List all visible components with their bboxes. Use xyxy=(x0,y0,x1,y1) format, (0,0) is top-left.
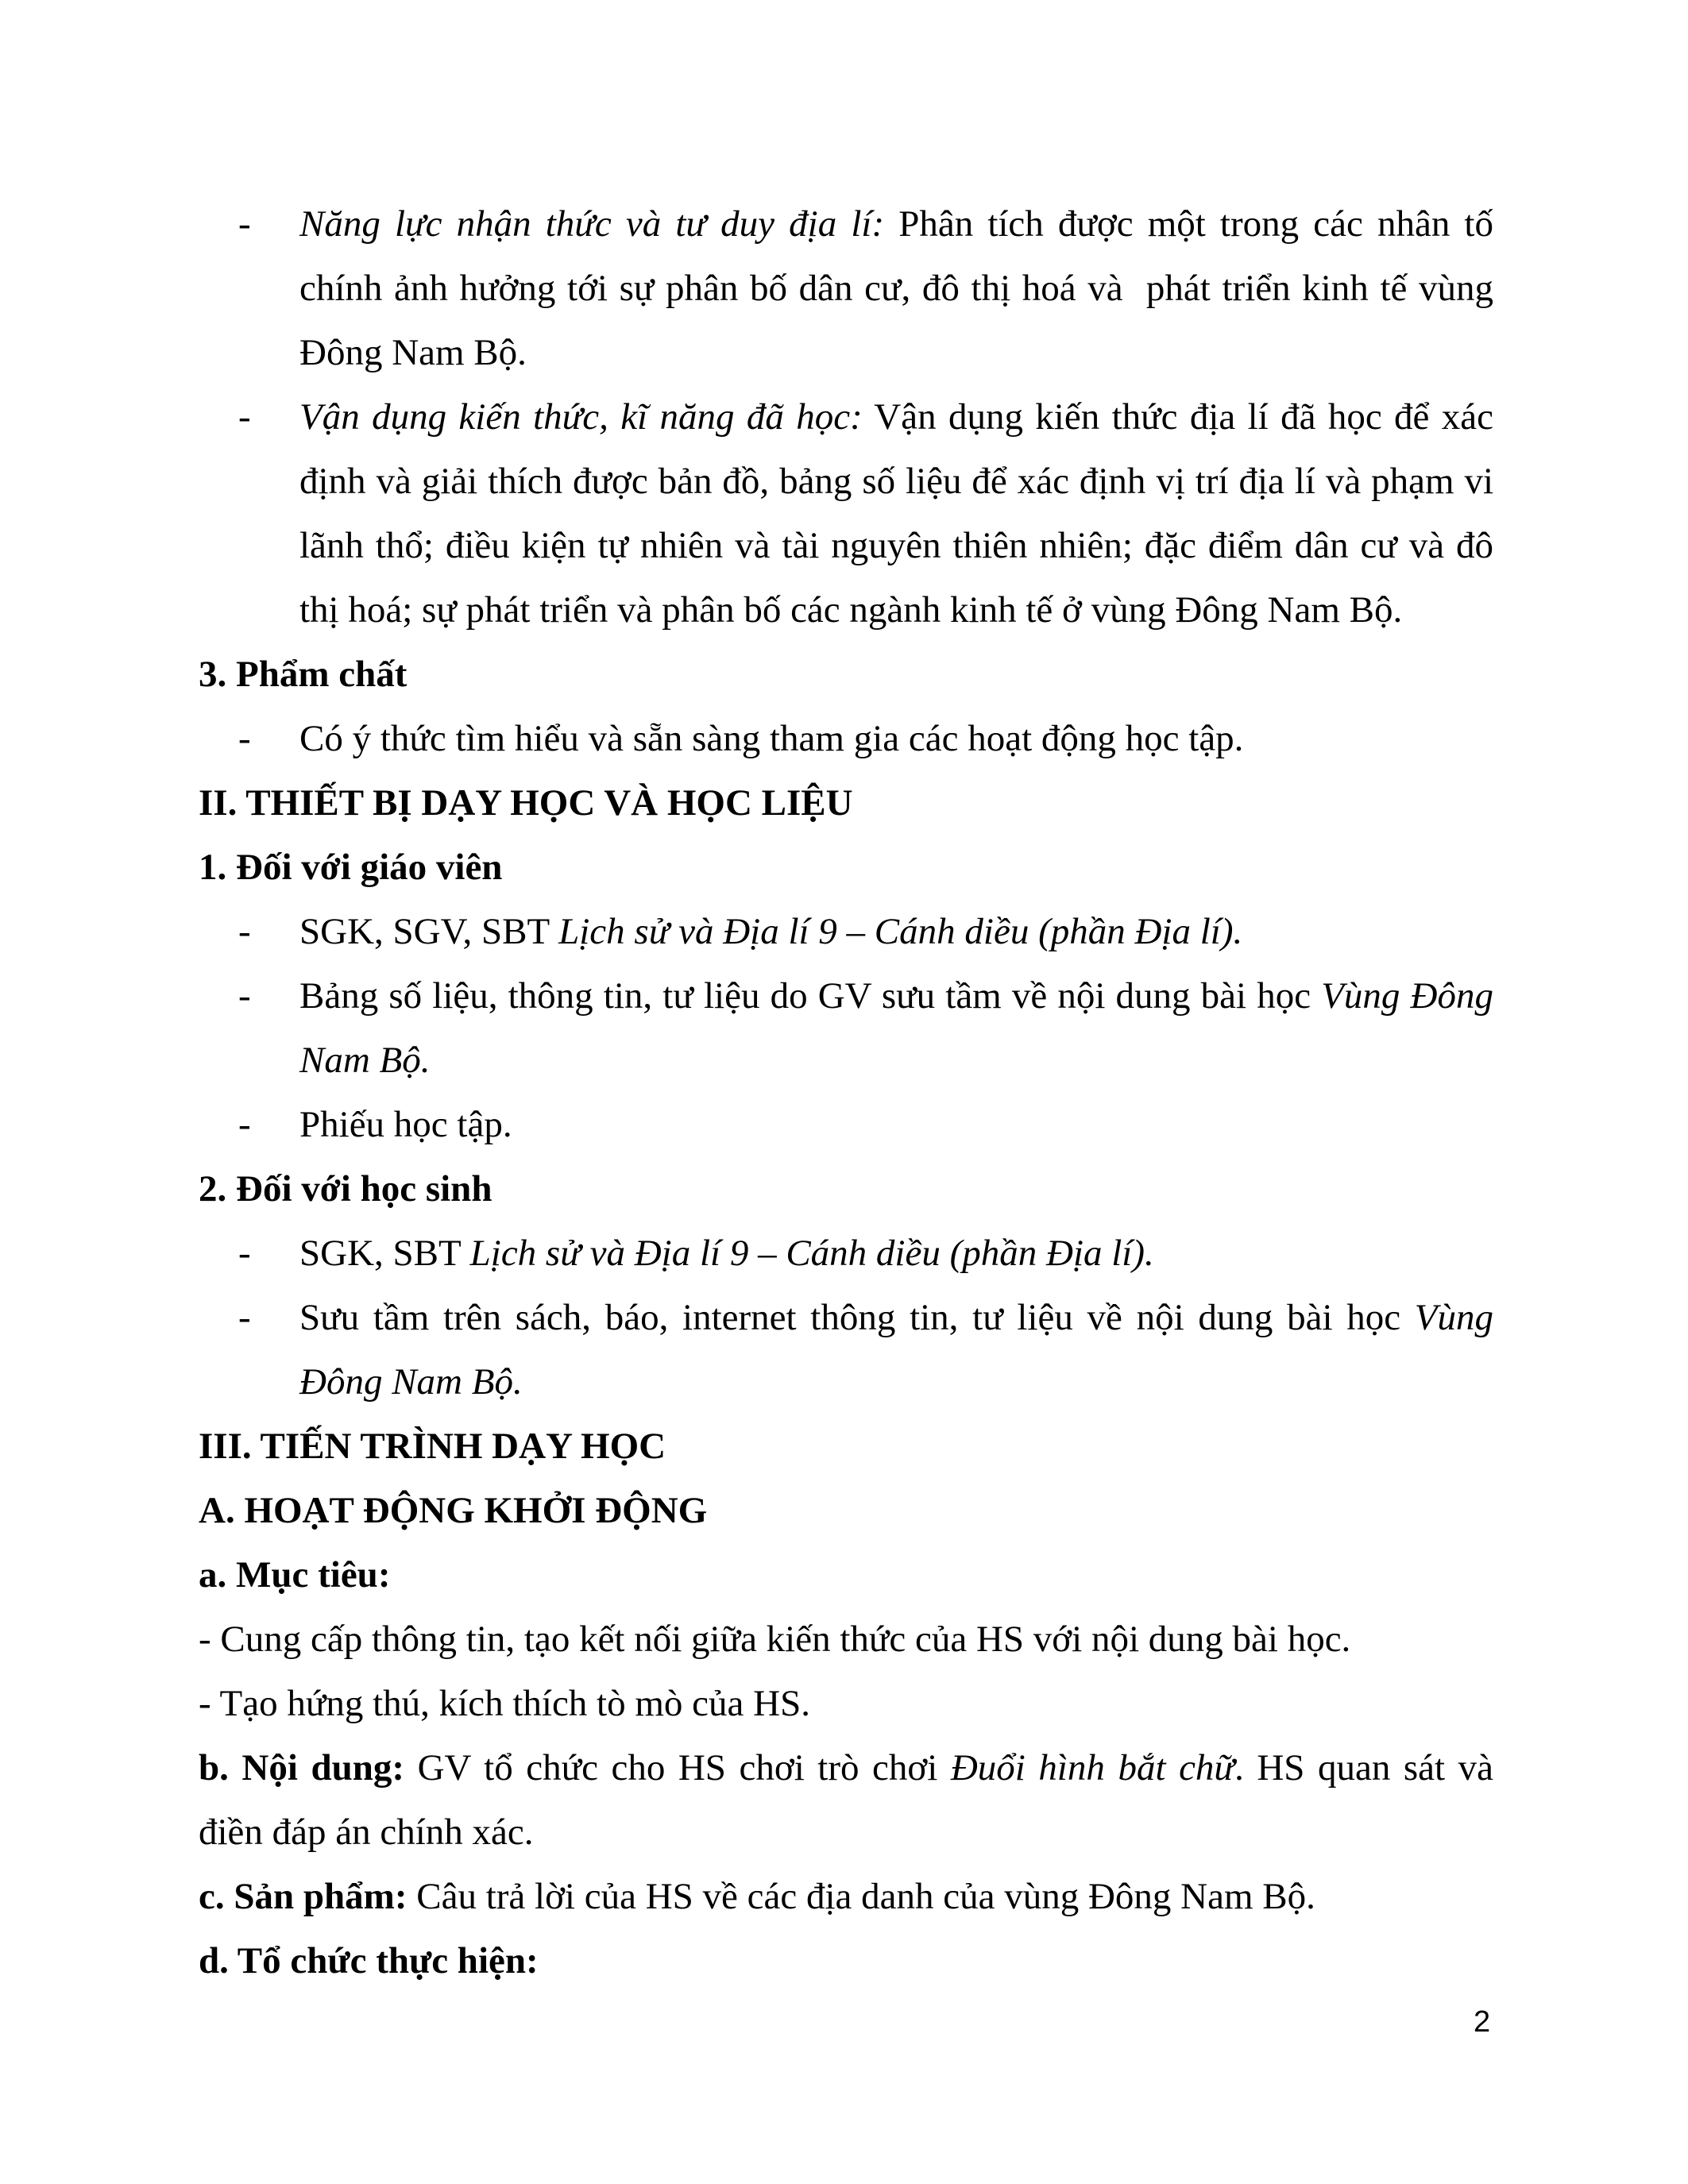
text-run: - Cung cấp thông tin, tạo kết nối giữa kiến thức của HS với nội dung bài học. xyxy=(199,1619,1351,1660)
bullet-item xyxy=(199,964,1493,1093)
text-line xyxy=(199,1607,1493,1672)
text-line xyxy=(299,514,1493,578)
text-run: Bảng số liệu, thông tin, tư liệu do GV sưu tầm về nội dung bài học xyxy=(299,975,1322,1017)
text-line xyxy=(199,1157,1493,1221)
paragraph xyxy=(199,1865,1493,1929)
text-run: Phân tích được một trong các nhân tố xyxy=(884,203,1493,245)
document-body xyxy=(199,192,1493,1993)
text-run: d. Tổ chức thực hiện: xyxy=(199,1940,539,1981)
heading xyxy=(199,1157,1493,1221)
heading xyxy=(199,1543,1493,1607)
text-run: chính ảnh hưởng tới sự phân bố dân cư, đô thị hoá và phát triển kinh tế vùng xyxy=(299,268,1493,309)
bullet-dash: - xyxy=(238,975,251,1017)
text-line xyxy=(299,321,1493,385)
text-line xyxy=(199,1736,1493,1800)
text-line xyxy=(238,707,1493,771)
text-run: - Tạo hứng thú, kích thích tò mò của HS. xyxy=(199,1683,810,1724)
text-line xyxy=(199,1800,1493,1865)
text-line xyxy=(299,1028,1493,1093)
heading xyxy=(199,1479,1493,1543)
text-line xyxy=(299,450,1493,514)
page-number: 2 xyxy=(1474,2005,1491,2039)
bullet-dash: - xyxy=(238,1233,251,1274)
bullet-item xyxy=(199,1093,1493,1157)
text-run: a. Mục tiêu: xyxy=(199,1554,391,1596)
text-line xyxy=(199,1414,1493,1479)
bullet-dash: - xyxy=(238,1297,251,1338)
text-run: SGK, SGV, SBT xyxy=(299,911,559,952)
heading xyxy=(199,771,1493,835)
text-line xyxy=(199,1479,1493,1543)
text-run: Vùng Đông xyxy=(1321,975,1493,1017)
text-line xyxy=(299,1350,1493,1414)
bullet-dash: - xyxy=(238,718,251,759)
text-run: Đông Nam Bộ. xyxy=(299,332,527,373)
bullet-item xyxy=(199,385,1493,642)
bullet-item xyxy=(199,900,1493,964)
text-line xyxy=(238,385,1493,450)
text-run: III. TIẾN TRÌNH DẠY HỌC xyxy=(199,1426,666,1467)
text-run: Nam Bộ. xyxy=(299,1040,431,1081)
text-run: điền đáp án chính xác. xyxy=(199,1812,534,1853)
text-run: Câu trả lời của HS về các địa danh của vùng Đông Nam Bộ. xyxy=(407,1876,1315,1917)
text-run: 3. Phẩm chất xyxy=(199,654,408,695)
bullet-dash: - xyxy=(238,396,251,438)
bullet-item xyxy=(199,707,1493,771)
text-line xyxy=(299,578,1493,642)
text-run: SGK, SBT xyxy=(299,1233,470,1274)
paragraph xyxy=(199,1736,1493,1865)
bullet-item xyxy=(199,1286,1493,1414)
text-run: Lịch sử và Địa lí 9 – Cánh diều (phần Địa lí). xyxy=(558,911,1243,952)
text-line xyxy=(238,964,1493,1028)
text-run: . HS quan sát và xyxy=(1234,1747,1493,1788)
text-line xyxy=(238,1286,1493,1350)
text-line xyxy=(238,192,1493,257)
heading xyxy=(199,1929,1493,1993)
text-line xyxy=(238,1093,1493,1157)
text-run: II. THIẾT BỊ DẠY HỌC VÀ HỌC LIỆU xyxy=(199,782,853,824)
paragraph xyxy=(199,1607,1493,1672)
text-run: b. Nội dung: xyxy=(199,1747,405,1788)
text-run: 1. Đối với giáo viên xyxy=(199,847,503,888)
bullet-dash: - xyxy=(238,203,251,245)
text-run: GV tổ chức cho HS chơi trò chơi xyxy=(404,1747,951,1788)
heading xyxy=(199,1414,1493,1479)
text-line xyxy=(199,835,1493,900)
text-run: Năng lực nhận thức và tư duy địa lí: xyxy=(299,203,885,245)
text-run: Đuổi hình bắt chữ xyxy=(950,1747,1235,1788)
text-run: 2. Đối với học sinh xyxy=(199,1168,492,1210)
bullet-item xyxy=(199,192,1493,385)
heading xyxy=(199,835,1493,900)
text-run: Vùng xyxy=(1414,1297,1493,1338)
text-run: định và giải thích được bản đồ, bảng số liệu để xác định vị trí địa lí và phạm vi xyxy=(299,461,1493,502)
text-run: lãnh thổ; điều kiện tự nhiên và tài nguyên thiên nhiên; đặc điểm dân cư và đô xyxy=(299,525,1493,566)
text-line xyxy=(199,1543,1493,1607)
text-line xyxy=(199,1929,1493,1993)
text-line xyxy=(238,900,1493,964)
text-run: Lịch sử và Địa lí 9 – Cánh diều (phần Địa lí). xyxy=(469,1233,1154,1274)
text-line xyxy=(199,642,1493,707)
text-line xyxy=(199,771,1493,835)
text-run: Vận dụng kiến thức, kĩ năng đã học: xyxy=(299,396,863,438)
text-run: c. Sản phẩm: xyxy=(199,1876,408,1917)
text-run: Vận dụng kiến thức địa lí đã học để xác xyxy=(862,396,1493,438)
text-run: thị hoá; sự phát triển và phân bố các ngành kinh tế ở vùng Đông Nam Bộ. xyxy=(299,589,1403,631)
heading xyxy=(199,642,1493,707)
text-run: Đông Nam Bộ. xyxy=(299,1361,523,1403)
bullet-dash: - xyxy=(238,911,251,952)
text-run: A. HOẠT ĐỘNG KHỞI ĐỘNG xyxy=(199,1490,708,1531)
text-run: Có ý thức tìm hiểu và sẵn sàng tham gia các hoạt động học tập. xyxy=(299,718,1244,759)
bullet-item xyxy=(199,1221,1493,1286)
text-line xyxy=(199,1672,1493,1736)
text-line xyxy=(299,257,1493,321)
text-line xyxy=(238,1221,1493,1286)
text-run: Phiếu học tập. xyxy=(299,1104,512,1145)
bullet-dash: - xyxy=(238,1104,251,1145)
text-run: Sưu tầm trên sách, báo, internet thông tin, tư liệu về nội dung bài học xyxy=(299,1297,1415,1338)
text-line xyxy=(199,1865,1493,1929)
paragraph xyxy=(199,1672,1493,1736)
